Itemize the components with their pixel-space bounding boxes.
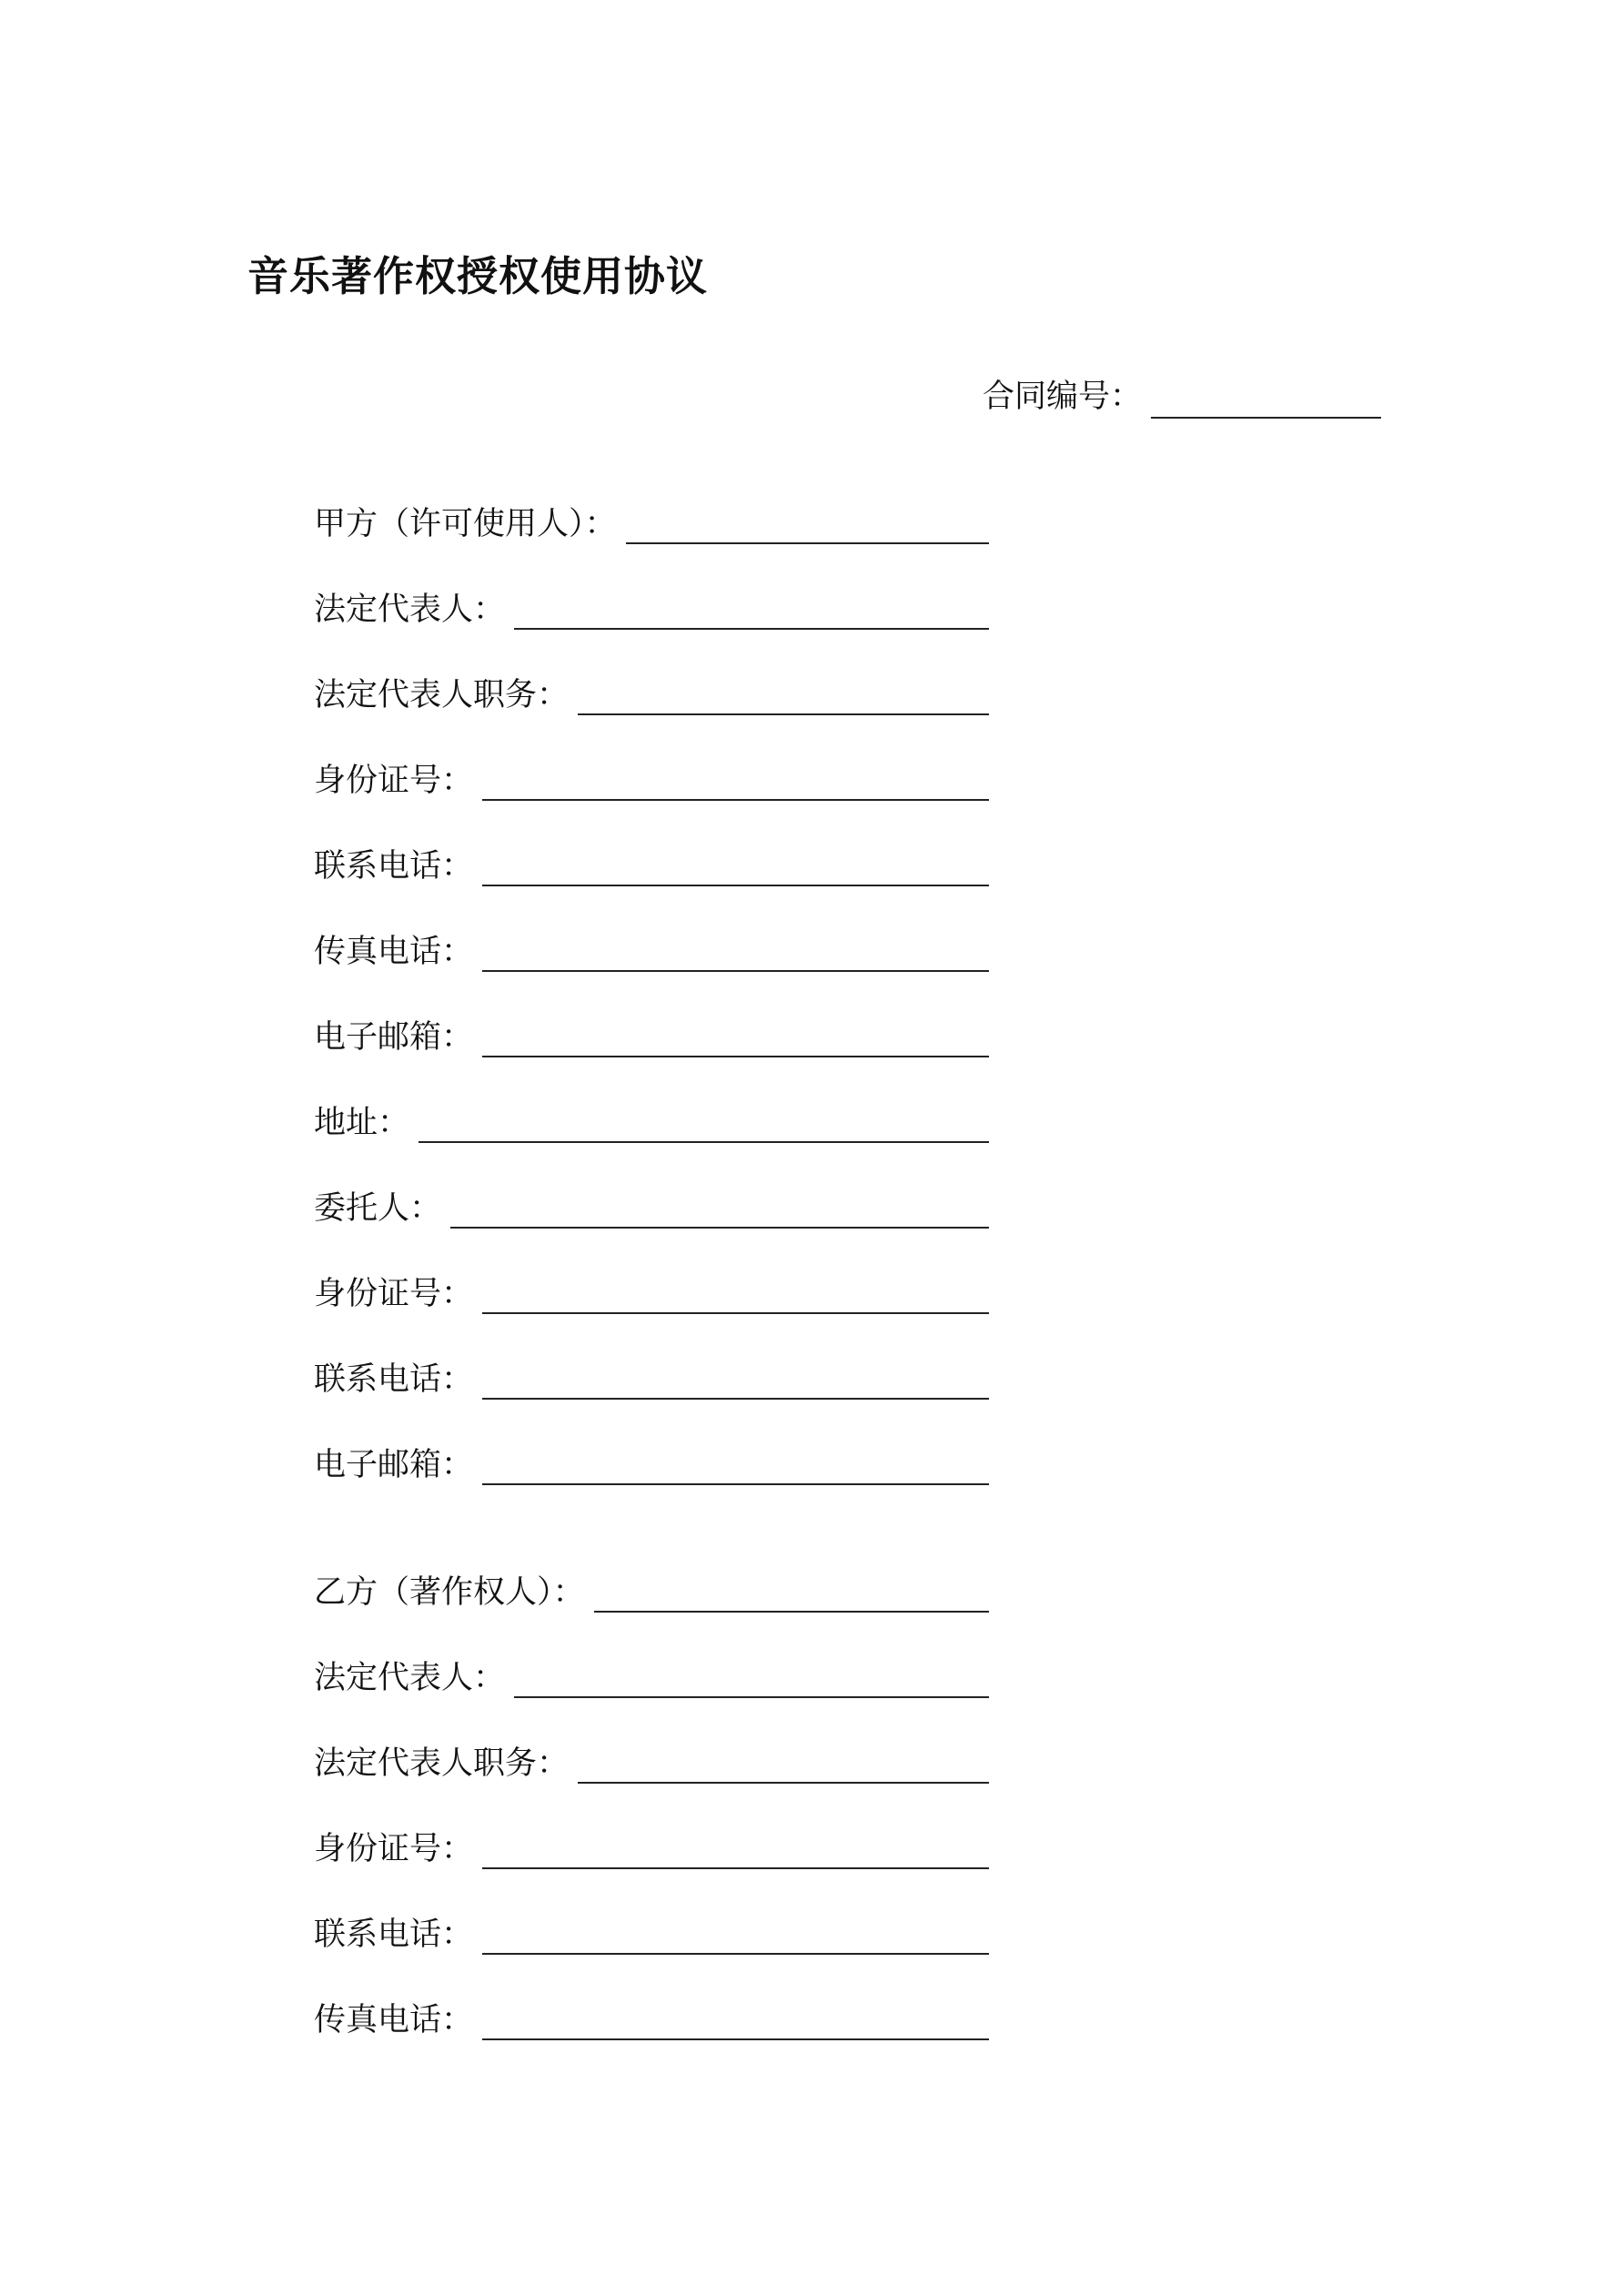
party-b-fax-row <box>314 1995 989 2042</box>
party-b-id-number-blank[interactable] <box>482 1827 989 1869</box>
party-a-agent-phone-row <box>314 1354 989 1401</box>
party-a-phone-blank[interactable] <box>482 845 989 886</box>
party-a-name-row <box>314 499 989 546</box>
party-b-fax-blank[interactable] <box>482 1998 989 2040</box>
party-a-agent-row <box>314 1183 989 1230</box>
party-a-agent-email-blank[interactable] <box>482 1443 989 1485</box>
party-a-phone-row <box>314 841 989 888</box>
party-a-fax-row <box>314 926 989 974</box>
party-a-agent-id-number-blank[interactable] <box>482 1272 989 1314</box>
party-a-email-row <box>314 1012 989 1059</box>
form-label: 法定代表人： <box>314 1660 506 1696</box>
party-b-id-number-row <box>314 1824 989 1871</box>
party-b-phone-blank[interactable] <box>482 1913 989 1955</box>
party-b-name-blank[interactable] <box>594 1571 989 1613</box>
party-a-agent-email-row <box>314 1440 989 1487</box>
party-b-legal-rep-blank[interactable] <box>514 1656 989 1698</box>
party-a-legal-rep-title-row <box>314 670 989 717</box>
party-a-fax-blank[interactable] <box>482 930 989 972</box>
form-label: 法定代表人职务： <box>314 677 570 713</box>
party-a-email-blank[interactable] <box>482 1016 989 1057</box>
form-label: 法定代表人： <box>314 592 506 628</box>
party-a-address-row <box>314 1097 989 1145</box>
form-label: 地址： <box>314 1105 410 1141</box>
form-label: 联系电话： <box>314 1917 474 1953</box>
party-a-legal-rep-row <box>314 584 989 632</box>
party-a-agent-blank[interactable] <box>450 1187 989 1229</box>
form-label: 身份证号： <box>314 1831 474 1867</box>
party-b-legal-rep-title-blank[interactable] <box>578 1742 989 1784</box>
party-b-name-row <box>314 1567 989 1614</box>
party-b-legal-rep-row <box>314 1653 989 1700</box>
form-label: 电子邮箱： <box>314 1019 474 1056</box>
form-label: 甲方（许可使用人）： <box>314 506 617 542</box>
form-label: 传真电话： <box>314 2002 474 2038</box>
party-a-id-number-row <box>314 755 989 803</box>
form-label: 身份证号： <box>314 1276 474 1312</box>
party-b-legal-rep-title-row <box>314 1738 989 1785</box>
party-a-legal-rep-title-blank[interactable] <box>578 673 989 715</box>
party-a-address-blank[interactable] <box>419 1101 989 1143</box>
form-label: 传真电话： <box>314 934 474 970</box>
party-b-phone-row <box>314 1909 989 1957</box>
contract-number-row <box>983 375 1381 419</box>
form-label: 联系电话： <box>314 1361 474 1398</box>
form-label: 法定代表人职务： <box>314 1745 570 1782</box>
form-label: 电子邮箱： <box>314 1447 474 1483</box>
party-a-id-number-blank[interactable] <box>482 759 989 801</box>
contract-number-blank[interactable] <box>1151 377 1381 419</box>
party-a-agent-id-number-row <box>314 1269 989 1316</box>
document-title: 音乐著作权授权使用协议 <box>247 252 709 300</box>
party-a-agent-phone-blank[interactable] <box>482 1358 989 1400</box>
party-a-legal-rep-blank[interactable] <box>514 588 989 630</box>
form-label: 联系电话： <box>314 848 474 885</box>
form-label: 乙方（著作权人）： <box>314 1574 585 1611</box>
party-a-name-blank[interactable] <box>626 502 989 544</box>
form-label: 委托人： <box>314 1190 442 1227</box>
contract-number-label: 合同编号： <box>983 379 1143 415</box>
form-label: 身份证号： <box>314 763 474 799</box>
